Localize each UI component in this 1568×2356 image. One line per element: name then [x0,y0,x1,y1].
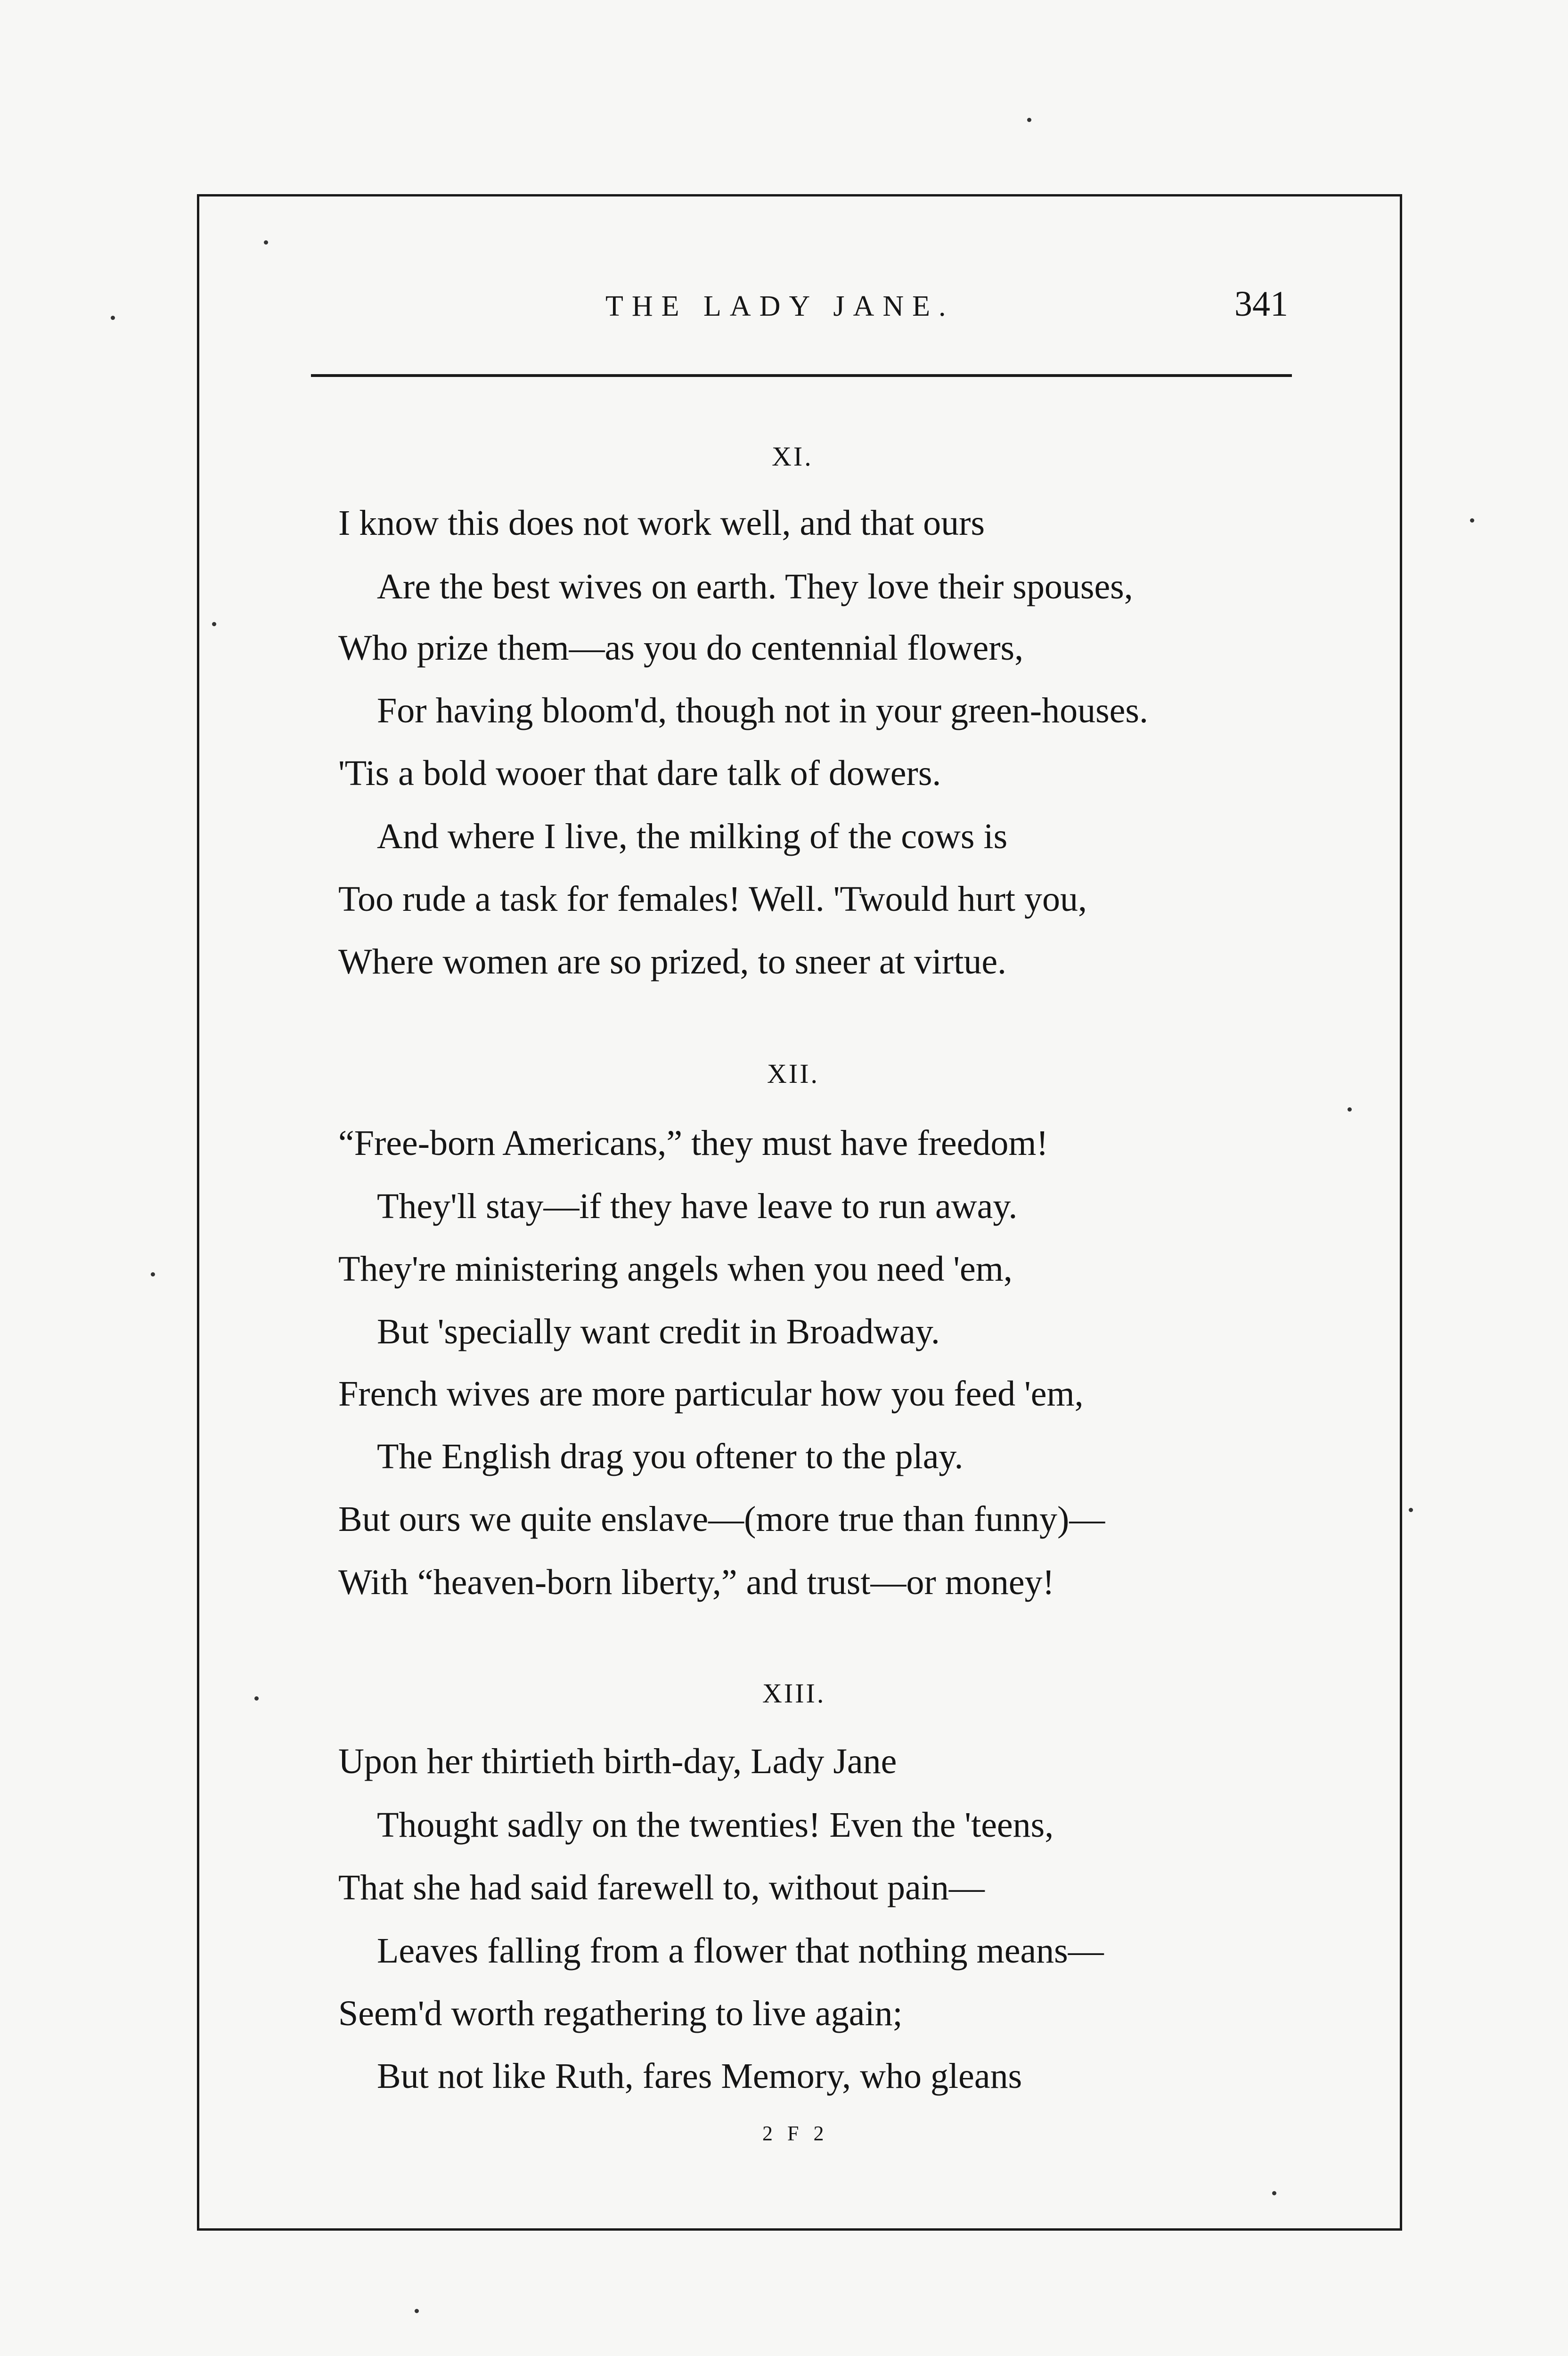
verse-line: The English drag you oftener to the play. [377,1437,964,1476]
scan-speck [151,1272,155,1276]
scan-speck [254,1696,259,1701]
verse-line: But not like Ruth, fares Memory, who gleans [377,2056,1022,2096]
scan-speck [415,2309,419,2313]
verse-line: Seem'd worth regathering to live again; [338,1994,903,2033]
verse-line: Thought sadly on the twenties! Even the 'teens, [377,1805,1054,1845]
scan-speck [1470,518,1474,523]
verse-line: Upon her thirtieth birth-day, Lady Jane [338,1742,897,1781]
scan-speck [264,240,268,245]
header-rule [311,374,1292,377]
verse-line: Who prize them—as you do centennial flowers, [338,628,1024,668]
verse-line: French wives are more particular how you feed 'em, [338,1374,1084,1414]
page-number: 341 [1234,284,1288,324]
verse-line: Leaves falling from a flower that nothing means— [377,1931,1104,1971]
running-title: THE LADY JANE. [605,290,955,322]
verse-line: I know this does not work well, and that ours [338,503,985,543]
scan-speck [111,316,115,320]
verse-line: Where women are so prized, to sneer at virtue. [338,942,1007,982]
verse-line: They'll stay—if they have leave to run away. [377,1186,1018,1226]
stanza-number-xii: XII. [767,1058,820,1089]
verse-line: Too rude a task for females! Well. 'Twould hurt you, [338,879,1087,919]
verse-line: That she had said farewell to, without pain— [338,1868,985,1907]
verse-line: Are the best wives on earth. They love their spouses, [377,567,1133,606]
verse-line: And where I live, the milking of the cows is [377,817,1008,856]
stanza-number-xiii: XIII. [762,1678,826,1709]
scan-speck [212,622,216,626]
scan-speck [1272,2191,1276,2195]
verse-line: With “heaven-born liberty,” and trust—or money! [338,1562,1054,1602]
verse-line: They're ministering angels when you need 'em, [338,1249,1013,1289]
scan-speck [1409,1508,1413,1512]
verse-line: For having bloom'd, though not in your green-houses. [377,691,1148,730]
signature-mark: 2 F 2 [762,2122,829,2145]
verse-line: But 'specially want credit in Broadway. [377,1312,940,1351]
scan-speck [1348,1107,1352,1112]
verse-line: “Free-born Americans,” they must have freedom! [338,1123,1048,1163]
stanza-number-xi: XI. [772,441,813,472]
verse-line: But ours we quite enslave—(more true than funny)— [338,1499,1105,1539]
verse-line: 'Tis a bold wooer that dare talk of dowers. [338,753,941,793]
scan-speck [1027,118,1031,122]
